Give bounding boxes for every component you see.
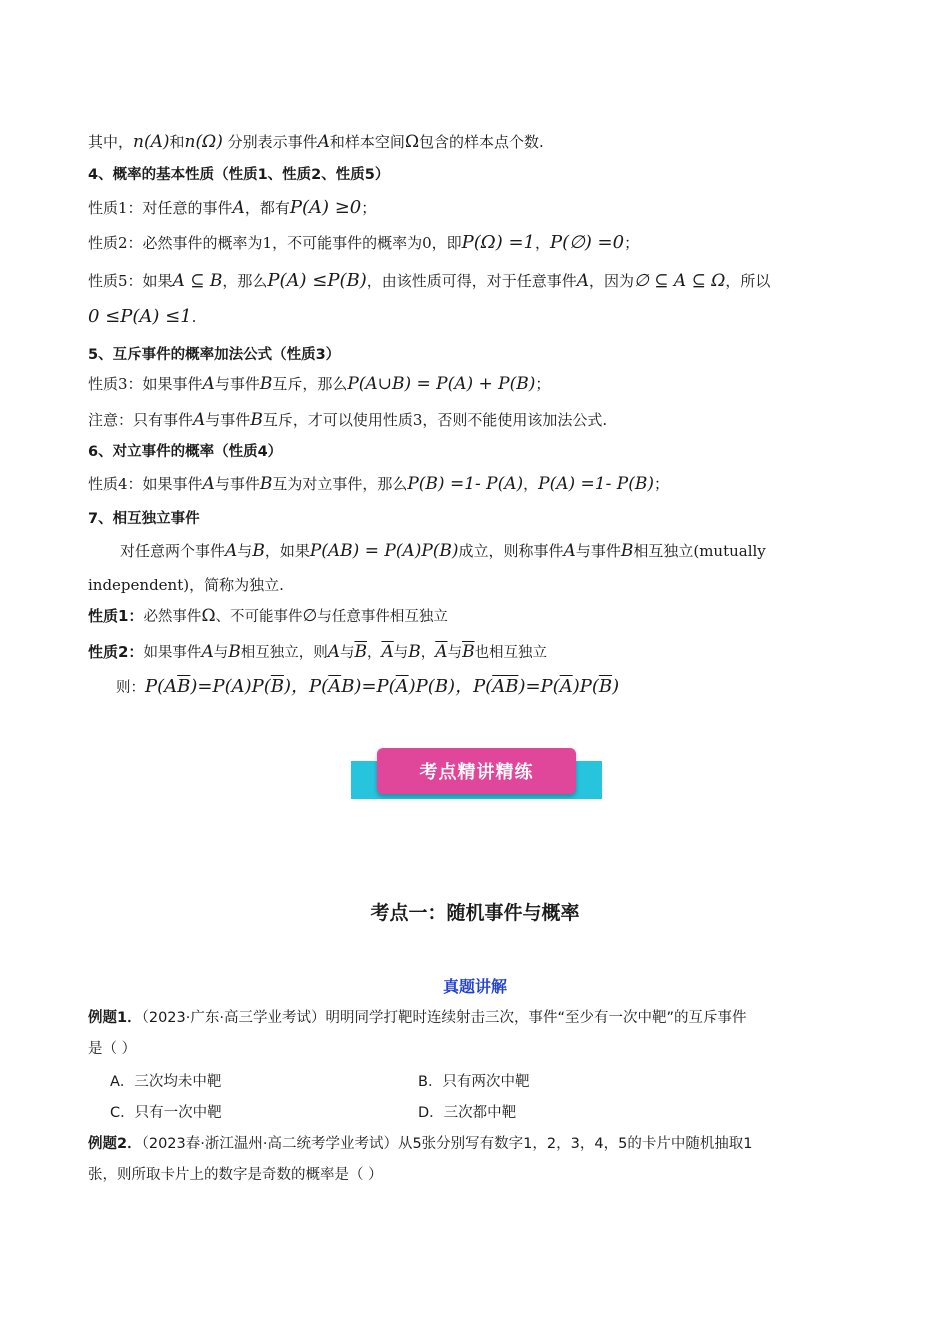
note-line bbox=[88, 409, 607, 431]
formula: P(∅) =0 bbox=[550, 232, 625, 253]
text: ，如果 bbox=[264, 542, 310, 560]
formula-part: $\overline{B}$ bbox=[177, 676, 191, 697]
text: 性质4：如果事件 bbox=[88, 475, 203, 493]
independence-formulas bbox=[116, 676, 619, 699]
formula: P(A) =1- P(B) bbox=[538, 474, 654, 494]
formula: A bbox=[327, 642, 340, 662]
property-1-line bbox=[88, 197, 376, 219]
formula: P(A∪B) = P(A) + P(B) bbox=[347, 374, 536, 394]
text: ， bbox=[367, 645, 382, 661]
formula: A bbox=[317, 132, 330, 152]
formula-part: $\overline{A}$ bbox=[328, 676, 342, 697]
text: 其中， bbox=[88, 133, 134, 151]
text: 相互独立，则 bbox=[240, 645, 328, 661]
text: 必然事件 bbox=[143, 609, 202, 625]
formula: ∅ ⊆ A ⊆ Ω bbox=[634, 271, 726, 291]
formula: n(Ω) bbox=[184, 132, 223, 152]
text: ， bbox=[523, 475, 539, 493]
property-2-line bbox=[88, 232, 639, 254]
text: 与事件 bbox=[214, 375, 260, 393]
formula-part: )， bbox=[284, 676, 310, 697]
formula: A bbox=[232, 198, 245, 218]
text: . bbox=[191, 308, 197, 326]
independence-definition-cont: independent)，简称为独立. bbox=[88, 576, 284, 594]
formula bbox=[309, 676, 473, 697]
example-1-option-b[interactable]: B．只有两次中靶 bbox=[418, 1074, 530, 1090]
text: 注意：只有事件 bbox=[88, 411, 194, 429]
text: ； bbox=[361, 199, 377, 217]
heading-7: 7、相互独立事件 bbox=[88, 511, 200, 527]
text: 性质5：如果 bbox=[88, 272, 173, 290]
text: 性质2：必然事件的概率为1，不可能事件的概率为0，即 bbox=[88, 234, 462, 252]
text: 互斥，才可以使用性质3，否则不能使用该加法公式. bbox=[262, 411, 608, 429]
text: ，那么 bbox=[222, 272, 268, 290]
example-1-question bbox=[88, 1007, 746, 1029]
heading-4: 4、概率的基本性质（性质1、性质2、性质5） bbox=[88, 167, 390, 183]
banner-text: 考点精讲精练 bbox=[419, 762, 534, 783]
independence-definition bbox=[120, 540, 766, 562]
formula-part: ) bbox=[612, 676, 620, 697]
heading-5: 5、互斥事件的概率加法公式（性质3） bbox=[88, 347, 341, 363]
question-text: （2023春·浙江温州·高二统考学业考试）从5张分别写有数字1，2，3，4，5的卡片中随机抽取1 bbox=[141, 1136, 753, 1152]
formula-part: )P(B)， bbox=[408, 676, 474, 697]
text: 性质1：对任意的事件 bbox=[88, 199, 233, 217]
formula: B bbox=[250, 410, 263, 430]
text: ，都有 bbox=[244, 199, 290, 217]
example-label: 例题1． bbox=[88, 1010, 142, 1026]
property-5-result bbox=[88, 306, 196, 328]
example-1-question-cont: 是（ ） bbox=[88, 1041, 137, 1057]
formula-part: )=P( bbox=[518, 676, 560, 697]
text: ； bbox=[624, 234, 640, 252]
text: 性质3：如果事件 bbox=[88, 375, 203, 393]
text: ，因为 bbox=[589, 272, 635, 290]
text: 相互独立(mutually bbox=[633, 542, 766, 560]
formula-part: $\overline{B}$ bbox=[598, 676, 613, 697]
section-subtitle: 真题讲解 bbox=[442, 977, 507, 996]
text: 和样本空间 bbox=[329, 133, 405, 151]
formula-part: $\overline{A}$ bbox=[559, 676, 573, 697]
formula: B bbox=[259, 374, 273, 394]
text: 与事件 bbox=[575, 542, 621, 560]
text: ，所以 bbox=[725, 272, 771, 290]
property-5-line bbox=[88, 270, 770, 292]
text: 和 bbox=[169, 133, 185, 151]
formula-part: P( bbox=[309, 676, 329, 697]
formula: $\overline{A}$ bbox=[381, 642, 394, 662]
formula: ∅ bbox=[302, 606, 318, 626]
text: 互斥，那么 bbox=[272, 375, 348, 393]
formula-part: $\overline{B}$ bbox=[270, 676, 285, 697]
formula: P(B) =1- P(A) bbox=[407, 474, 524, 494]
text: 与 bbox=[393, 645, 409, 661]
formula: B bbox=[408, 642, 421, 662]
formula-part: )=P(A)P( bbox=[190, 676, 271, 697]
text: 与事件 bbox=[205, 411, 251, 429]
text: 、不可能事件 bbox=[215, 609, 303, 625]
formula-part: $\overline{AB}$ bbox=[492, 676, 519, 697]
formula: A bbox=[193, 410, 206, 430]
section-title: 考点一：随机事件与概率 bbox=[370, 902, 580, 924]
text: ； bbox=[653, 475, 669, 493]
formula: Ω bbox=[201, 606, 216, 626]
formula: P(A) ≥0 bbox=[289, 197, 362, 218]
text: 对任意两个事件 bbox=[120, 542, 226, 560]
formula: 0 ≤P(A) ≤1 bbox=[88, 306, 192, 327]
label: 则： bbox=[116, 680, 145, 696]
formula-part: P( bbox=[473, 676, 493, 697]
text: 与 bbox=[340, 645, 355, 661]
formula: A bbox=[576, 271, 590, 291]
text: 包含的样本点个数. bbox=[419, 133, 544, 151]
formula: $\overline{B}$ bbox=[354, 642, 367, 662]
formula bbox=[473, 676, 619, 697]
heading-6: 6、对立事件的概率（性质4） bbox=[88, 444, 283, 460]
formula-part: $\overline{A}$ bbox=[395, 676, 409, 697]
text: 与 bbox=[447, 645, 463, 661]
text: 与 bbox=[213, 645, 229, 661]
label: 性质2： bbox=[88, 643, 144, 661]
formula: A bbox=[201, 642, 214, 662]
question-text: （2023·广东·高三学业考试）明明同学打靶时连续射击三次，事件“至少有一次中靶”的互斥事件 bbox=[141, 1010, 747, 1026]
banner-ribbon bbox=[377, 748, 576, 794]
formula: P(A) ≤P(B) bbox=[267, 270, 367, 291]
formula: B bbox=[228, 642, 241, 662]
formula: A bbox=[563, 541, 576, 561]
example-2-question-cont: 张，则所取卡片上的数字是奇数的概率是（ ） bbox=[88, 1167, 383, 1183]
example-2-question bbox=[88, 1133, 753, 1155]
formula: A bbox=[202, 474, 215, 494]
formula: P(AB) = P(A)P(B) bbox=[309, 541, 459, 561]
formula: B bbox=[620, 541, 634, 561]
text: 互为对立事件，那么 bbox=[272, 475, 408, 493]
text: 与事件 bbox=[214, 475, 260, 493]
text: ，由该性质可得，对于任意事件 bbox=[366, 272, 577, 290]
text: 与 bbox=[237, 542, 253, 560]
property-4-line bbox=[88, 473, 669, 495]
formula: $\overline{B}$ bbox=[462, 642, 475, 662]
formula-part: )P( bbox=[572, 676, 599, 697]
independence-property-2 bbox=[88, 641, 547, 664]
label: 性质1： bbox=[88, 607, 144, 625]
property-3-line bbox=[88, 373, 550, 395]
section-banner bbox=[351, 748, 602, 802]
text: 也相互独立 bbox=[474, 645, 548, 661]
formula: $\overline{A}$ bbox=[435, 642, 448, 662]
formula: A bbox=[202, 374, 215, 394]
sample-count-line bbox=[88, 131, 544, 153]
independence-property-1 bbox=[88, 605, 448, 628]
text: ， bbox=[534, 234, 550, 252]
formula: P(Ω) =1 bbox=[461, 232, 535, 253]
formula: A bbox=[225, 541, 238, 561]
example-1-option-d[interactable]: D．三次都中靶 bbox=[418, 1105, 517, 1121]
formula: B bbox=[252, 541, 265, 561]
formula: B bbox=[259, 474, 273, 494]
text: 与任意事件相互独立 bbox=[317, 609, 448, 625]
formula: Ω bbox=[404, 132, 420, 152]
text: 成立，则称事件 bbox=[458, 542, 564, 560]
text: 分别表示事件 bbox=[227, 133, 318, 151]
text: ， bbox=[420, 645, 436, 661]
formula-part: P(A bbox=[145, 676, 178, 697]
example-1-option-a[interactable]: A．三次均未中靶 bbox=[110, 1074, 222, 1090]
example-1-option-c[interactable]: C．只有一次中靶 bbox=[110, 1105, 222, 1121]
text: ； bbox=[535, 375, 551, 393]
formula: n(A) bbox=[133, 132, 170, 152]
example-label: 例题2． bbox=[88, 1136, 142, 1152]
text: 如果事件 bbox=[143, 645, 202, 661]
formula: A ⊆ B bbox=[172, 271, 223, 291]
formula-part: B)=P( bbox=[341, 676, 396, 697]
formula bbox=[145, 676, 309, 697]
